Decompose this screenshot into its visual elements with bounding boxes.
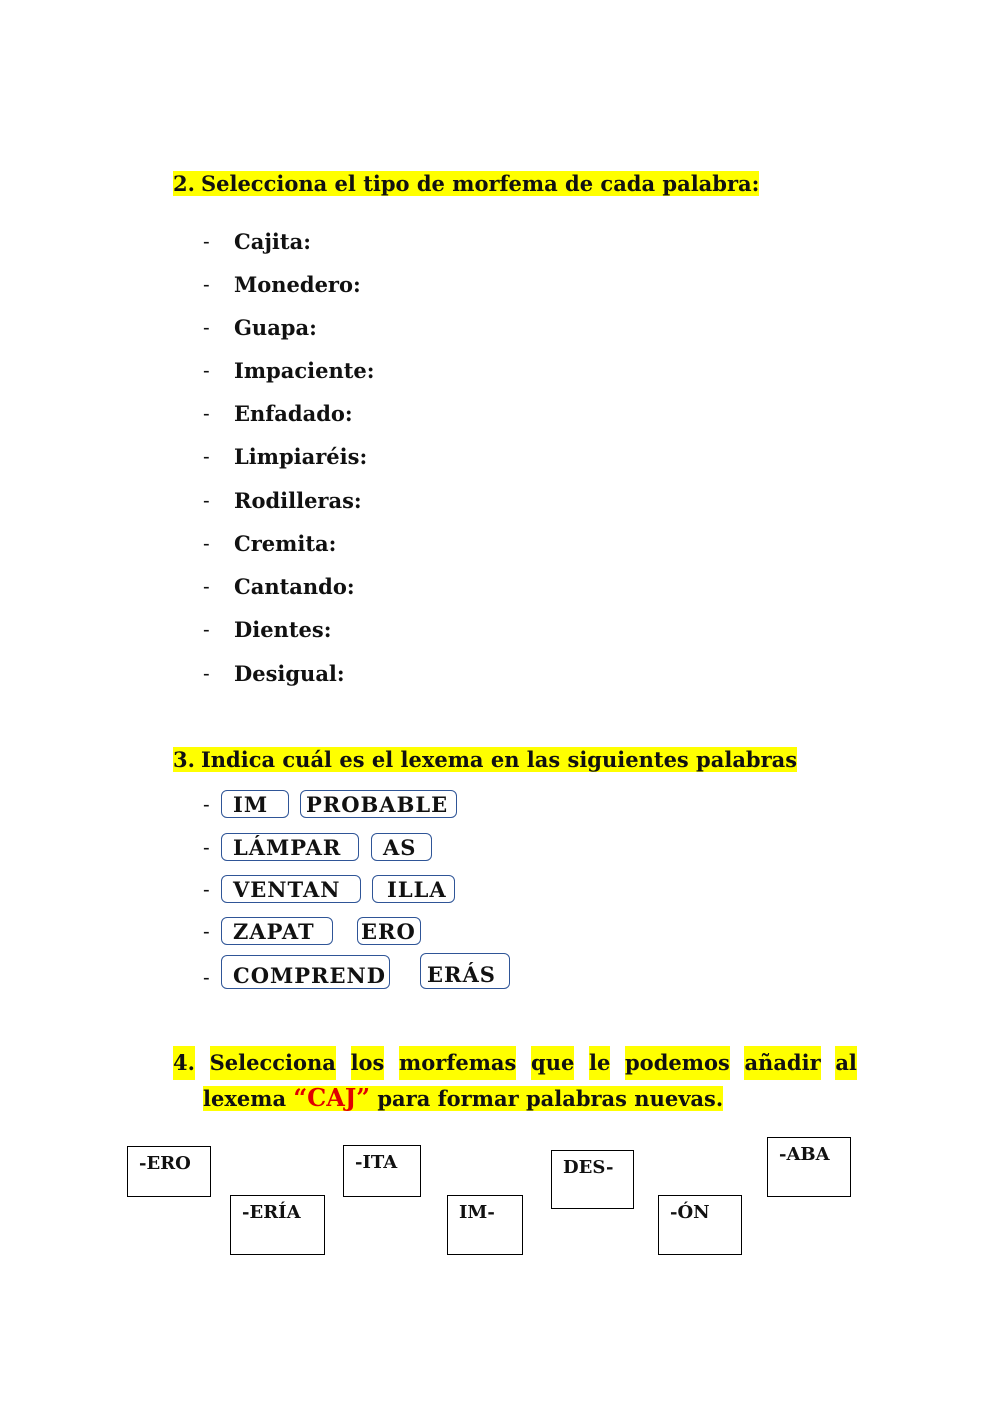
morpheme-option[interactable]: -ITA [343,1145,421,1197]
morpheme-segment[interactable]: ERO [357,917,421,945]
word-label: Desigual: [234,661,345,686]
word-label: Monedero: [234,272,361,297]
morpheme-segment[interactable]: AS [371,833,432,861]
morpheme-option[interactable]: -ERO [127,1146,211,1197]
heading-word: Selecciona [210,1046,336,1080]
heading-word: le [589,1046,610,1080]
word-label: Enfadado: [234,401,353,426]
heading-word: morfemas [399,1046,516,1080]
word-label: Rodilleras: [234,488,362,513]
morpheme-option[interactable]: -ABA [767,1137,851,1197]
section-2-title: Selecciona el tipo de morfema de cada palabra: [200,171,760,196]
word-label: Cajita: [234,229,311,254]
morpheme-segment[interactable]: PROBABLE [300,790,457,818]
morpheme-segment[interactable]: ZAPAT [221,917,333,945]
morpheme-segment[interactable]: COMPREND [221,955,390,989]
morpheme-option[interactable]: -ERÍA [230,1195,325,1255]
morpheme-option[interactable]: IM- [447,1195,523,1255]
heading-text: para formar palabras nuevas. [377,1086,724,1111]
morpheme-segment[interactable]: IM [221,790,289,818]
section-4-number: 4. [173,1046,195,1080]
word-label: Cremita: [234,531,337,556]
section-3-number: 3. [173,747,195,772]
morpheme-segment[interactable]: VENTAN [221,875,361,903]
section-3-heading [173,745,797,775]
morpheme-segment[interactable]: LÁMPAR [221,833,359,861]
section-2-number: 2. [173,171,195,196]
word-label: Dientes: [234,617,332,642]
section-4-heading [173,1046,857,1117]
heading-text: lexema [203,1086,287,1111]
heading-word: al [835,1046,857,1080]
section-3-title: Indica cuál es el lexema en las siguientes palabras [200,747,798,772]
heading-word: que [531,1046,574,1080]
word-label: Cantando: [234,574,355,599]
morpheme-option[interactable]: -ÓN [658,1195,742,1255]
morpheme-segment[interactable]: ERÁS [420,953,510,989]
word-label: Limpiaréis: [234,444,368,469]
morpheme-option[interactable]: DES- [551,1150,634,1209]
word-label: Guapa: [234,315,317,340]
word-label: Impaciente: [234,358,375,383]
section-2-heading [173,169,759,199]
morpheme-segment[interactable]: ILLA [372,875,455,903]
heading-word: los [351,1046,385,1080]
heading-word: añadir [744,1046,820,1080]
lexeme-caj: “CAJ” [293,1083,371,1112]
heading-word: podemos [625,1046,730,1080]
